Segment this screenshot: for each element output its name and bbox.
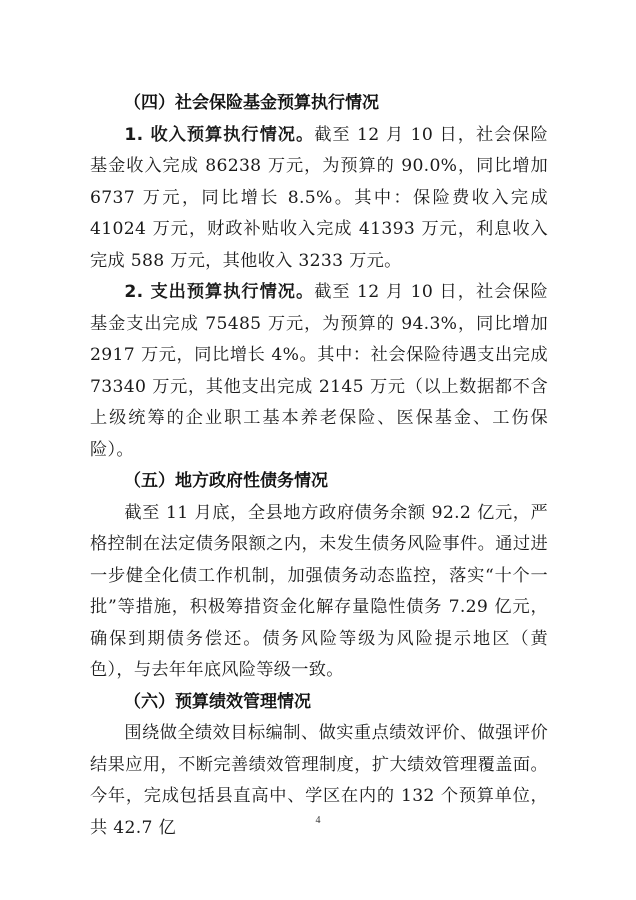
paragraph-expenditure bbox=[90, 277, 548, 466]
page-number: 4 bbox=[315, 815, 321, 826]
section-heading-4: （四）社会保险基金预算执行情况 bbox=[124, 93, 379, 113]
income-lead: 1. 收入预算执行情况。 bbox=[124, 124, 315, 145]
paragraph-performance: 围绕做全绩效目标编制、做实重点绩效评价、做强评价结果应用，不断完善绩效管理制度，扩大绩效管理覆盖面。今年，完成包括县直高中、学区在内的 132 个预算单位，共 42.7 亿 bbox=[90, 723, 548, 838]
paragraph-debt: 截至 11 月底，全县地方政府债务余额 92.2 亿元，严格控制在法定债务限额之内，未发生债务风险事件。通过进一步健全化债工作机制，加强债务动态监控，落实“十个一批”等措施，积极筹措资金化解存量隐性债务 7.29 亿元，确保到期债务偿还。债务风险等级为风险提示地区（黄色），与去年年底风险等级一致。 bbox=[90, 502, 548, 680]
expenditure-lead: 2. 支出预算执行情况。 bbox=[124, 282, 315, 302]
income-text: 截至 12 月 10 日，社会保险基金收入完成 86238 万元，为预算的 90.0%，同比增加 6737 万元，同比增长 8.5%。其中：保险费收入完成 41024 万元，财政补贴收入完成 41393 万元，利息收入完成 588 万元，其他收入 3233 万元。 bbox=[90, 124, 548, 271]
document-body bbox=[90, 88, 548, 844]
paragraph-income bbox=[90, 120, 548, 278]
section-heading-6: （六）预算绩效管理情况 bbox=[124, 691, 311, 712]
expenditure-text: 截至 12 月 10 日，社会保险基金支出完成 75485 万元，为预算的 94.3%，同比增加 2917 万元，同比增长 4%。其中：社会保险待遇支出完成 73340 万元，其他支出完成 2145 万元（以上数据都不含上级统筹的企业职工基本养老保险、医保基金、工伤保险）。 bbox=[90, 282, 548, 460]
section-heading-5: （五）地方政府性债务情况 bbox=[124, 471, 328, 491]
